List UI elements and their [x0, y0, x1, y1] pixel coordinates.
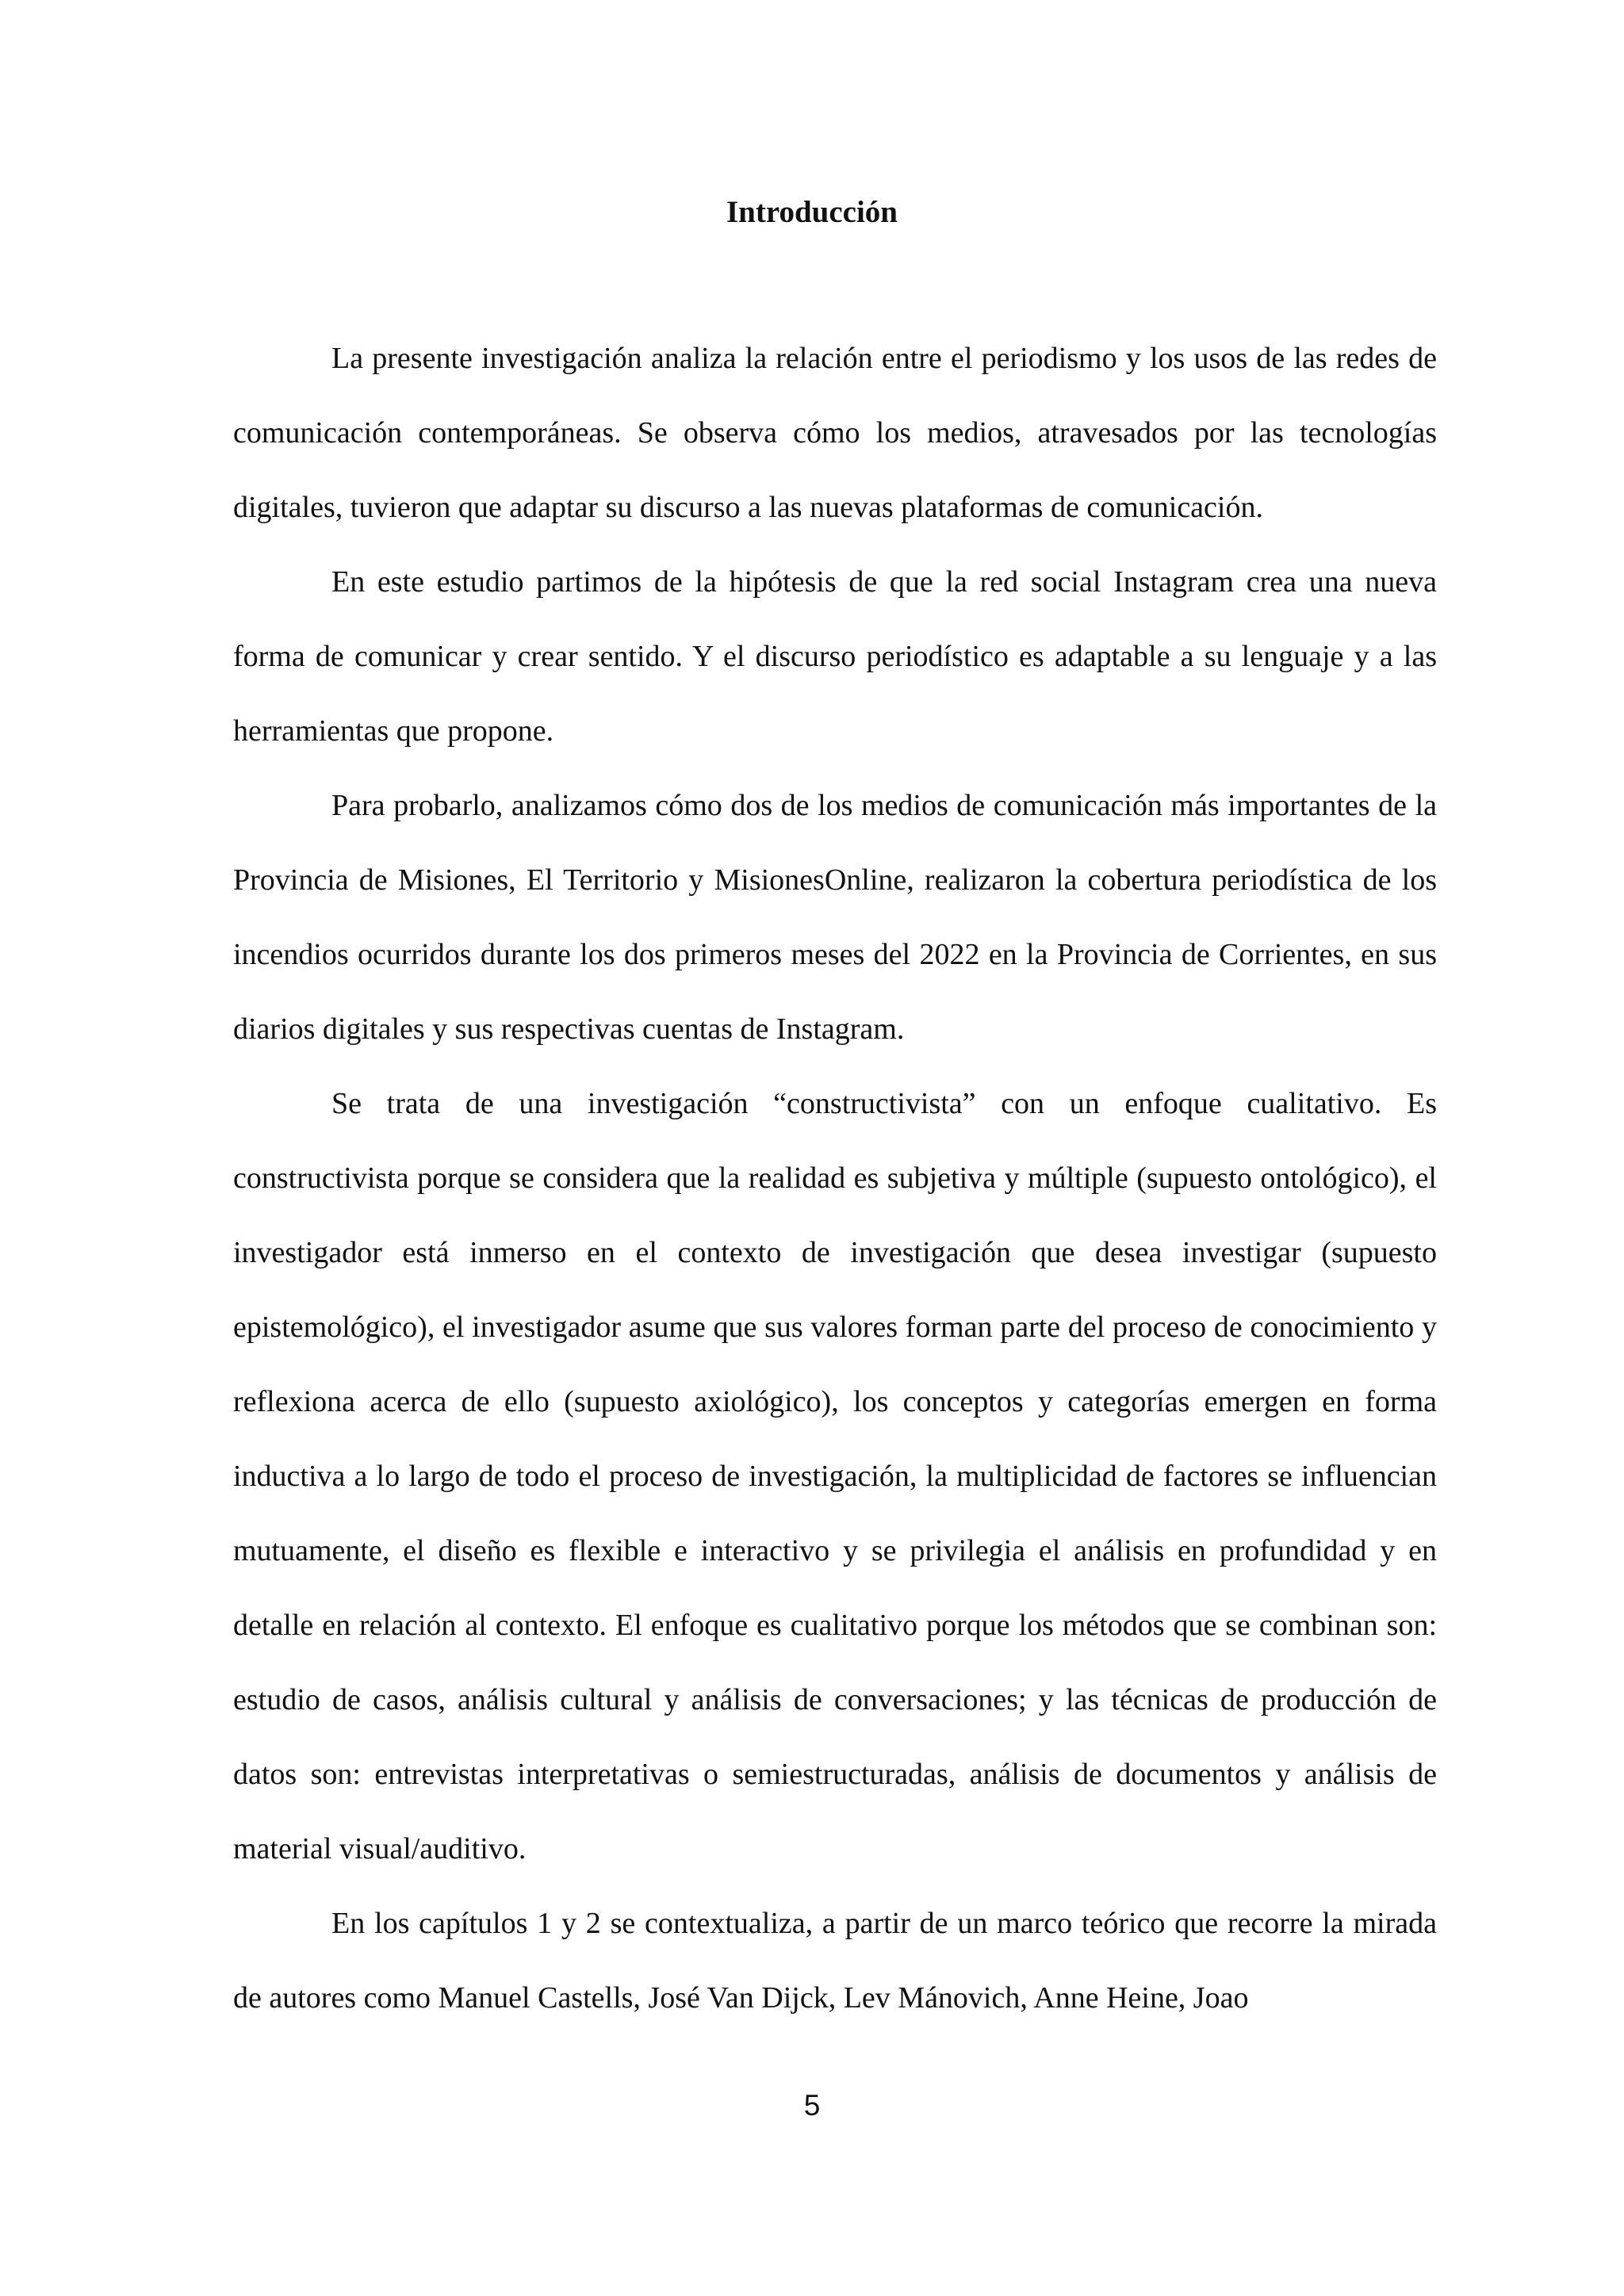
- paragraph-4: Se trata de una investigación “constructivista” con un enfoque cualitativo. Es constructivista porque se considera que la realidad es subjetiva y múltiple (supuesto ontológico), el investigador está inmerso en el contexto de investigación que desea investigar (supuesto epistemológico), el investigador asume que sus valores forman parte del proceso de conocimiento y reflexiona acerca de ello (supuesto axiológico), los conceptos y categorías emergen en forma inductiva a lo largo de todo el proceso de investigación, la multiplicidad de factores se influencian mutuamente, el diseño es flexible e interactivo y se privilegia el análisis en profundidad y en detalle en relación al contexto. El enfoque es cualitativo porque los métodos que se combinan son: estudio de casos, análisis cultural y análisis de conversaciones; y las técnicas de producción de datos son: entrevistas interpretativas o semiestructuradas, análisis de documentos y análisis de material visual/auditivo.: [233, 1087, 1437, 1866]
- page-number: 5: [803, 2089, 821, 2122]
- paragraph-5: En los capítulos 1 y 2 se contextualiza, a partir de un marco teórico que recorre la mirada de autores como Manuel Castells, José Van Dijck, Lev Mánovich, Anne Heine, Joao: [233, 1907, 1437, 2015]
- paragraph-1: La presente investigación analiza la relación entre el periodismo y los usos de las redes de comunicación contemporáneas. Se observa cómo los medios, atravesados por las tecnologías digitales, tuvieron que adaptar su discurso a las nuevas plataformas de comunicación.: [233, 342, 1437, 524]
- body-text: [233, 321, 1437, 2035]
- paragraph-3: Para probarlo, analizamos cómo dos de los medios de comunicación más importantes de la Provincia de Misiones, El Territorio y MisionesOnline, realizaron la cobertura periodística de los incendios ocurridos durante los dos primeros meses del 2022 en la Provincia de Corrientes, en sus diarios digitales y sus respectivas cuentas de Instagram.: [233, 789, 1437, 1046]
- page-title: Introducción: [726, 195, 898, 229]
- paragraph-2: En este estudio partimos de la hipótesis de que la red social Instagram crea una nueva forma de comunicar y crear sentido. Y el discurso periodístico es adaptable a su lenguaje y a las herramientas que propone.: [233, 565, 1437, 748]
